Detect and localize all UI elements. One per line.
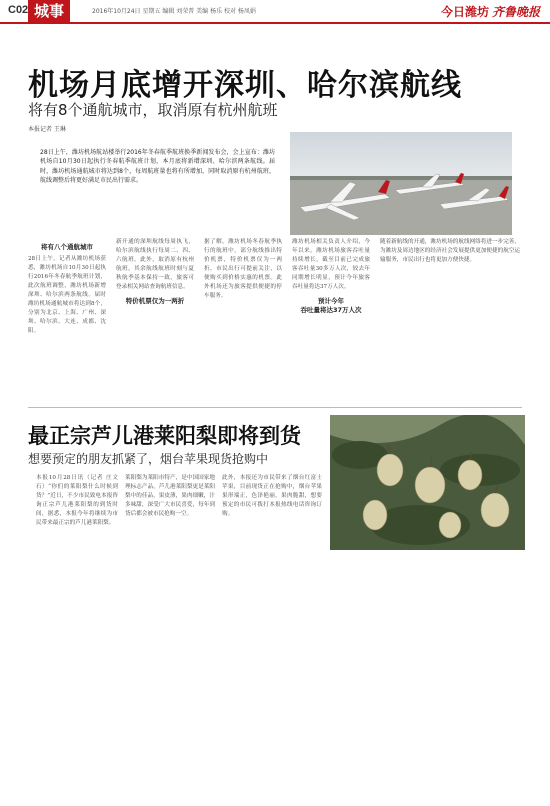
pear-column-text-1: 莱阳梨为莱阳市特产，是中国国家地理标志产品，芦儿港莱阳梨更是莱阳梨中的佳品，果皮薄，果肉细嫩，汁多味甜，深受广大市民喜爱，每年到货后都会被市民抢购一空。: [125, 475, 215, 517]
article-column-1: [28, 238, 106, 398]
column-text-5: 随着新航线的开通，潍坊机场的航线网络将进一步完善，为潍坊及周边地区的经济社会发展提供更加便捷的航空运输服务，市民出行也将更加方便快捷。: [380, 239, 520, 263]
page-header: [0, 0, 550, 24]
pear-column-2: [222, 474, 322, 574]
headline-pear: 最正宗芦儿港莱阳梨即将到货: [28, 424, 301, 448]
lead-paragraph-pear: 本报10月28日讯（记者 庄文 石）“你们的莱阳梨什么时候到货？”近日，不少市民致电本报咨询正宗芦儿港莱阳梨的到货时间，据悉，本报今年将继续为市民带来最正宗的芦儿港莱阳梨。: [36, 475, 118, 526]
column-subhead-discount: 特价机票仅为一两折: [125, 296, 185, 305]
subheadline-pear: 想要预定的朋友抓紧了，烟台苹果现货抢购中: [28, 452, 269, 466]
article-column-5: [380, 238, 520, 398]
article-column-4: [292, 238, 370, 398]
brand-name: 今日潍坊: [440, 5, 489, 19]
column-subhead-cities: 将有八个通航城市: [41, 243, 93, 251]
article-column-3: [204, 238, 282, 398]
headline-airport: 机场月底增开深圳、哈尔滨航线: [28, 68, 462, 103]
byline-airport: 本报记者 王琳: [28, 126, 66, 133]
article-column-2: [116, 238, 194, 398]
brand-logo: [441, 3, 540, 20]
forecast-line-2: 吞吐量将达37万人次: [300, 305, 362, 314]
column-text-1: 28日上午，记者从潍坊机场获悉，潍坊机场自10月30日起执行2016年冬春航季航班计划，此次航班调整，潍坊机场新增深圳、哈尔滨两条航线。届时潍坊机场通航城市将达到8个，分别为北京、上海、广州、深圳、哈尔滨、大连、成都、沈阳。: [28, 256, 106, 334]
story-divider: [28, 407, 522, 408]
issue-meta: 2016年10月24日 星期五 编辑 刘荣普 美编 杨乐 校对 杨凤娟: [92, 8, 256, 15]
pear-tree-photo: [330, 415, 525, 550]
pear-column-1: [125, 474, 215, 574]
column-subhead-forecast: [292, 296, 370, 314]
page-number: C02: [8, 4, 29, 16]
airport-apron-photo: [290, 132, 512, 235]
column-text-2: 新开通的深圳航线每周执飞，哈尔滨航线执行每周二、四、六航班。此外，取消原有杭州航班，其余航线航班时刻与夏秋航季基本保持一致，旅客可登录相关网站查询航班信息。: [116, 239, 194, 290]
brand-calligraphy: 齐鲁晚报: [491, 5, 540, 19]
pear-column-text-2: 此外，本报还为市民带来了烟台红富士苹果，目前现货正在抢购中，烟台苹果果形端正，色泽艳丽，果肉脆甜，想要预定的市民可拨打本报热线电话咨询订购。: [222, 475, 322, 517]
lead-paragraph-airport: 28日上午，潍坊机场航站楼举行2016年冬春航季航班换季新闻发布会，会上宣布：潍坊机场自10月30日起执行冬春航季航班计划，本月底将新增深圳、哈尔滨两条航线。届时，潍坊机场通航城市将达到8个，每周航班量也将有所增加，同时取消原有杭州航班，航线调整后将更好满足市民出行需求。: [40, 149, 275, 184]
section-title: 城事: [28, 0, 70, 22]
column-text-3: 据了解，潍坊机场冬春航季执行的航班中，部分航线推出特价机票，特价机票仅为一两折，市民出行可提前关注，以便购买到价格实惠的机票。此外机场还为旅客提供便捷的停车服务。: [204, 239, 282, 299]
column-text-4: 潍坊机场相关负责人介绍，今年以来，潍坊机场旅客吞吐量持续增长，截至目前已完成旅客吞吐量30多万人次，较去年同期增长明显，预计今年旅客吞吐量将达37万人次。: [292, 239, 370, 290]
forecast-line-1: 预计今年: [318, 296, 344, 305]
subheadline-airport: 将有8个通航城市，取消原有杭州航班: [28, 101, 278, 119]
